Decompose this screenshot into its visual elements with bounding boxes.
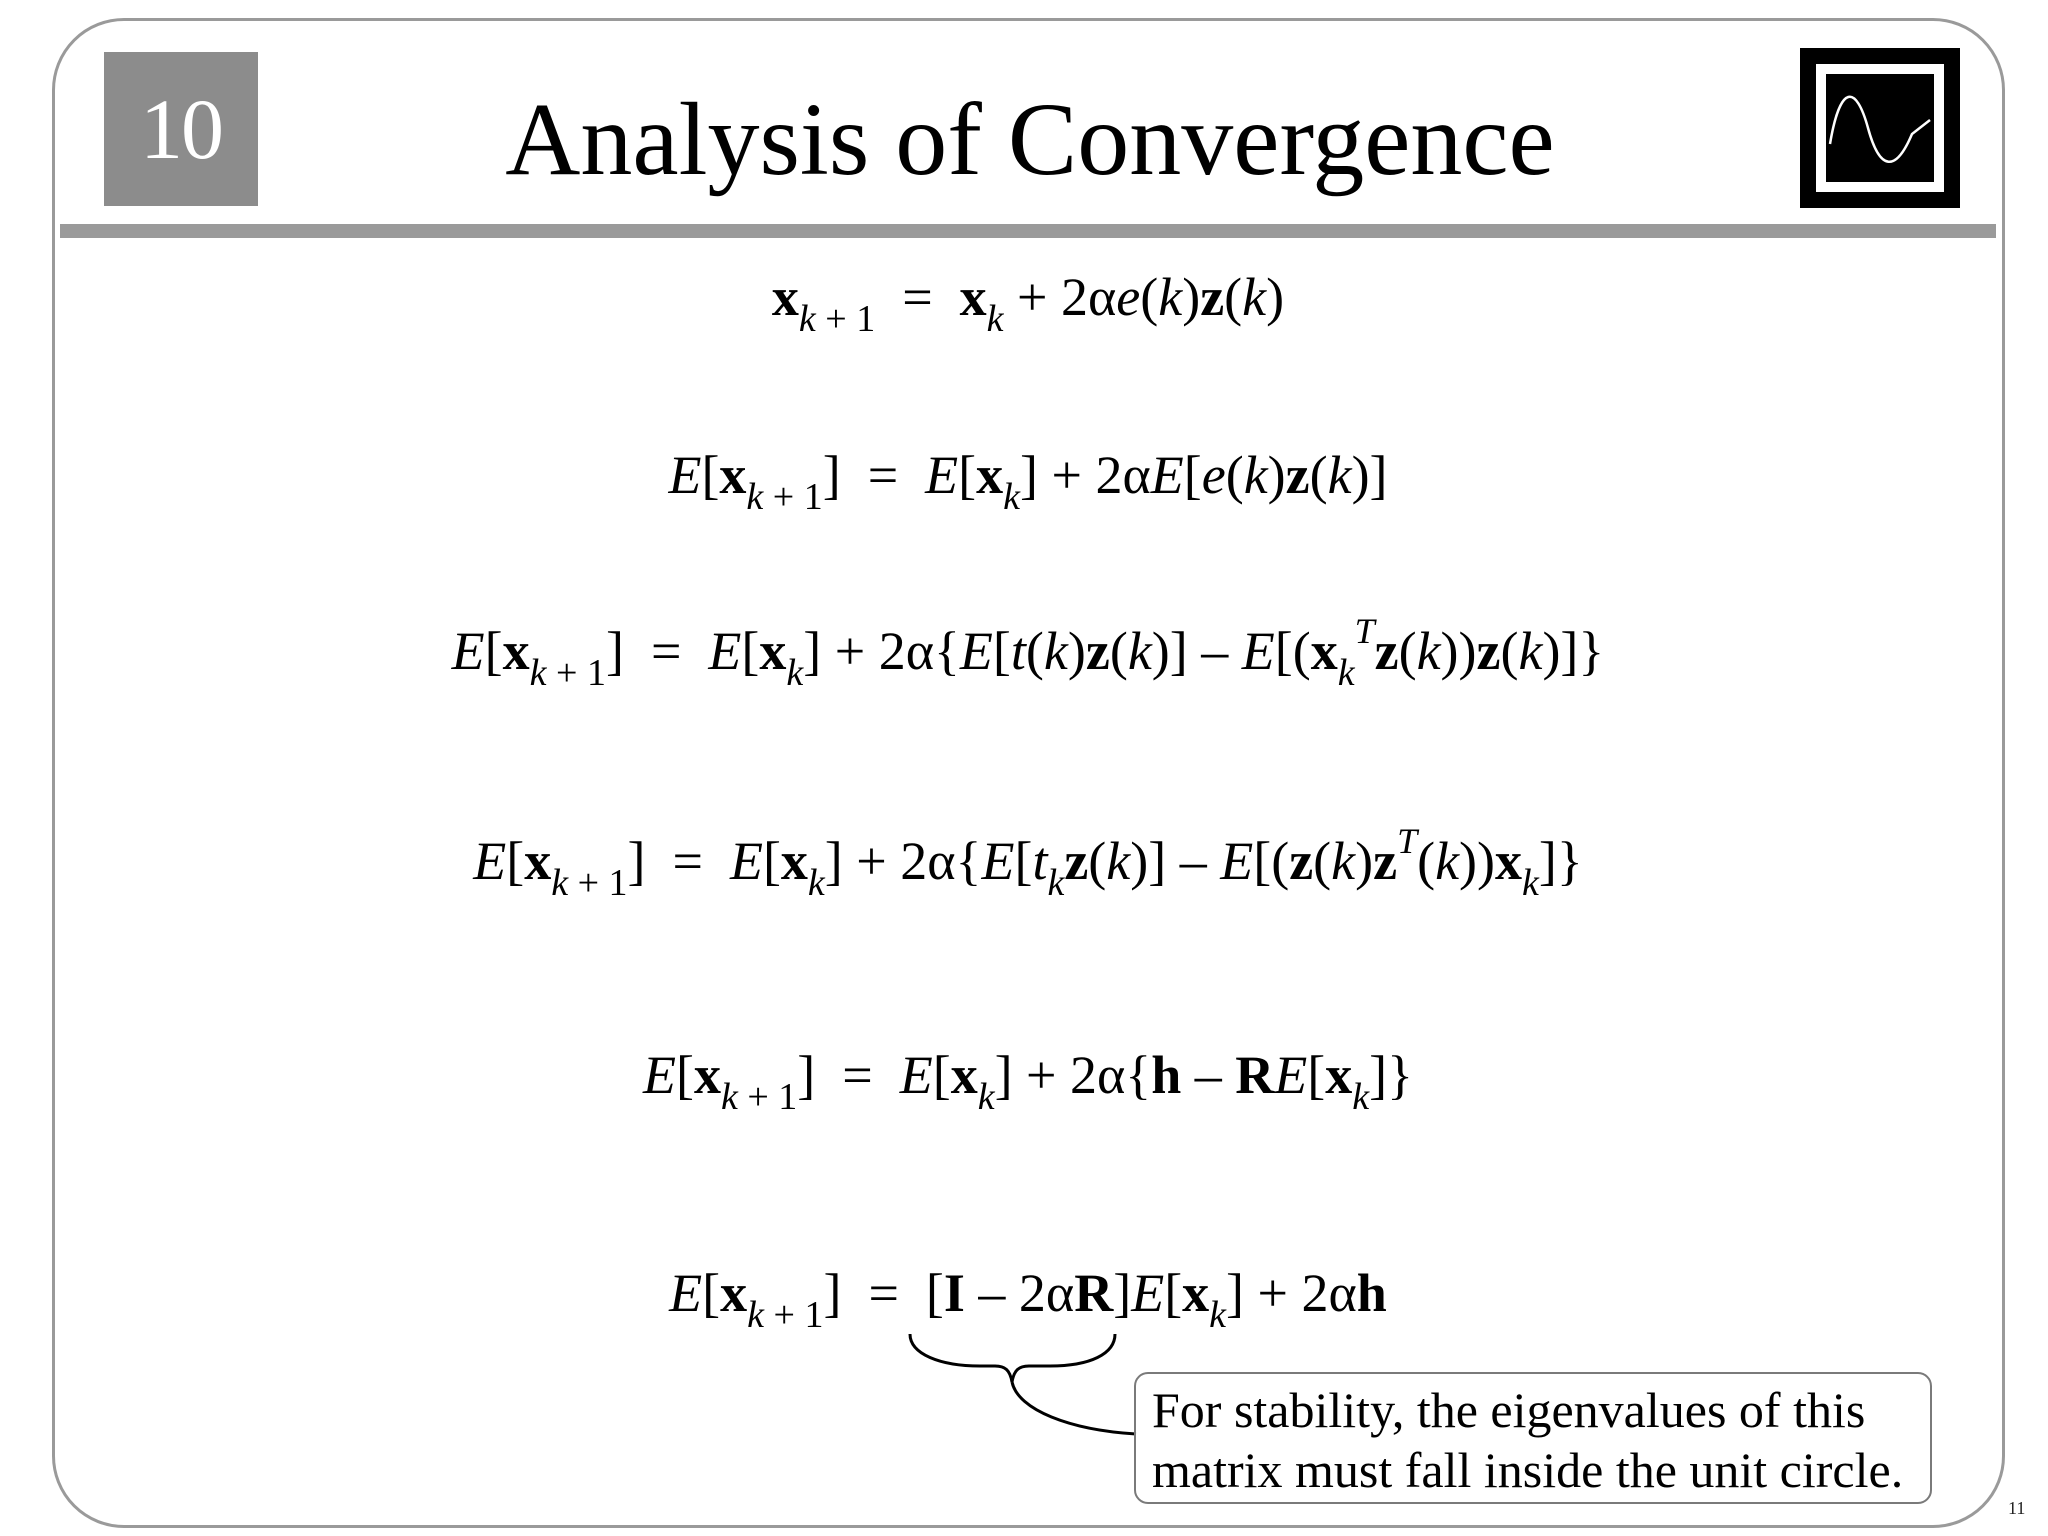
underbrace-icon bbox=[900, 1330, 1140, 1450]
title-rule bbox=[60, 224, 1996, 238]
equation-2: $E[x_{k + 1}] = E[x_k] + 2\alpha E[e(k)z(k)]$ bbox=[668, 445, 1388, 518]
stability-note-line-2: matrix must fall inside the unit circle. bbox=[1152, 1442, 1904, 1498]
chapter-number: 10 bbox=[104, 52, 258, 206]
slide-title: Analysis of Convergence bbox=[505, 82, 1555, 197]
equation-4: $E[x_{k + 1}] = E[x_k] + 2\alpha\{E[t_kz(k)] - E[(z(k)z^T(k))x_k]\}$ bbox=[473, 821, 1583, 904]
equation-1: $x_{k + 1} = x_k + 2\alpha e(k)z(k)$ bbox=[771, 267, 1285, 340]
equation-3: $E[x_{k + 1}] = E[x_k] + 2\alpha\{E[t(k)z(k)] - E[(x_k^Tz(k))z(k)]\}$ bbox=[451, 611, 1605, 694]
stability-note-line-1: For stability, the eigenvalues of this bbox=[1152, 1382, 1866, 1438]
equation-6: $E[x_{k + 1}] = [I - 2\alpha R]E[x_k] + 2\alpha h$ bbox=[669, 1263, 1387, 1336]
oscilloscope-sine-icon bbox=[1800, 48, 1960, 208]
stability-note bbox=[1134, 1372, 1932, 1504]
equation-5: $E[x_{k + 1}] = E[x_k] + 2\alpha\{h - RE[x_k]\}$ bbox=[642, 1045, 1414, 1118]
page-number: 11 bbox=[2008, 1498, 2026, 1518]
